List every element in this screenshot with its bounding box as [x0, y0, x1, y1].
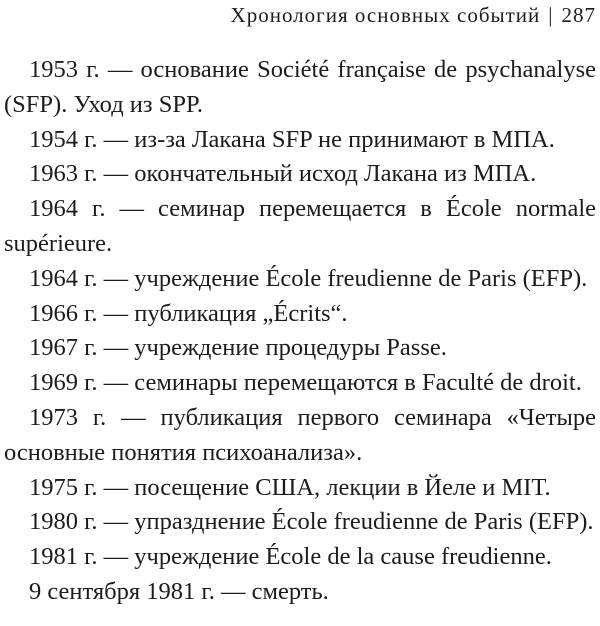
chronology-entry: 1964 г. — семинар перемещается в École normale supérieure. — [4, 195, 596, 257]
chronology-entry: 1964 г. — учреждение École freudienne de Paris (EFP). — [29, 264, 588, 292]
chronology-entry: 1953 г. — основание Société française de psychanalyse (SFP). Уход из SPP. — [4, 56, 596, 118]
chronology-entry: 1975 г. — посещение США, лекции в Йеле и MIT. — [29, 473, 551, 501]
header-separator: | — [548, 3, 554, 27]
chronology-entry: 1969 г. — семинары перемещаются в Faculté de droit. — [29, 369, 582, 397]
chronology-list — [4, 53, 596, 610]
chronology-entry: 1980 г. — упразднение École freudienne de Paris (EFP). — [29, 508, 594, 536]
chronology-entry: 1966 г. — публикация „Écrits“. — [29, 299, 348, 327]
running-header — [231, 2, 596, 28]
chronology-entry: 1973 г. — публикация первого семинара «Четыре основные понятия психоанализа». — [4, 403, 596, 466]
page-number: 287 — [561, 3, 596, 27]
chronology-entry: 1963 г. — окончательный исход Лакана из МПА. — [29, 160, 537, 188]
chronology-entry: 1954 г. — из-за Лакана SFP не принимают в МПА. — [29, 125, 555, 153]
chronology-entry: 9 сентября 1981 г. — смерть. — [29, 577, 329, 605]
chronology-entry: 1967 г. — учреждение процедуры Passe. — [29, 334, 447, 362]
running-header-title: Хронология основных событий — [230, 3, 541, 27]
chronology-entry: 1981 г. — учреждение École de la cause freudienne. — [29, 543, 552, 571]
